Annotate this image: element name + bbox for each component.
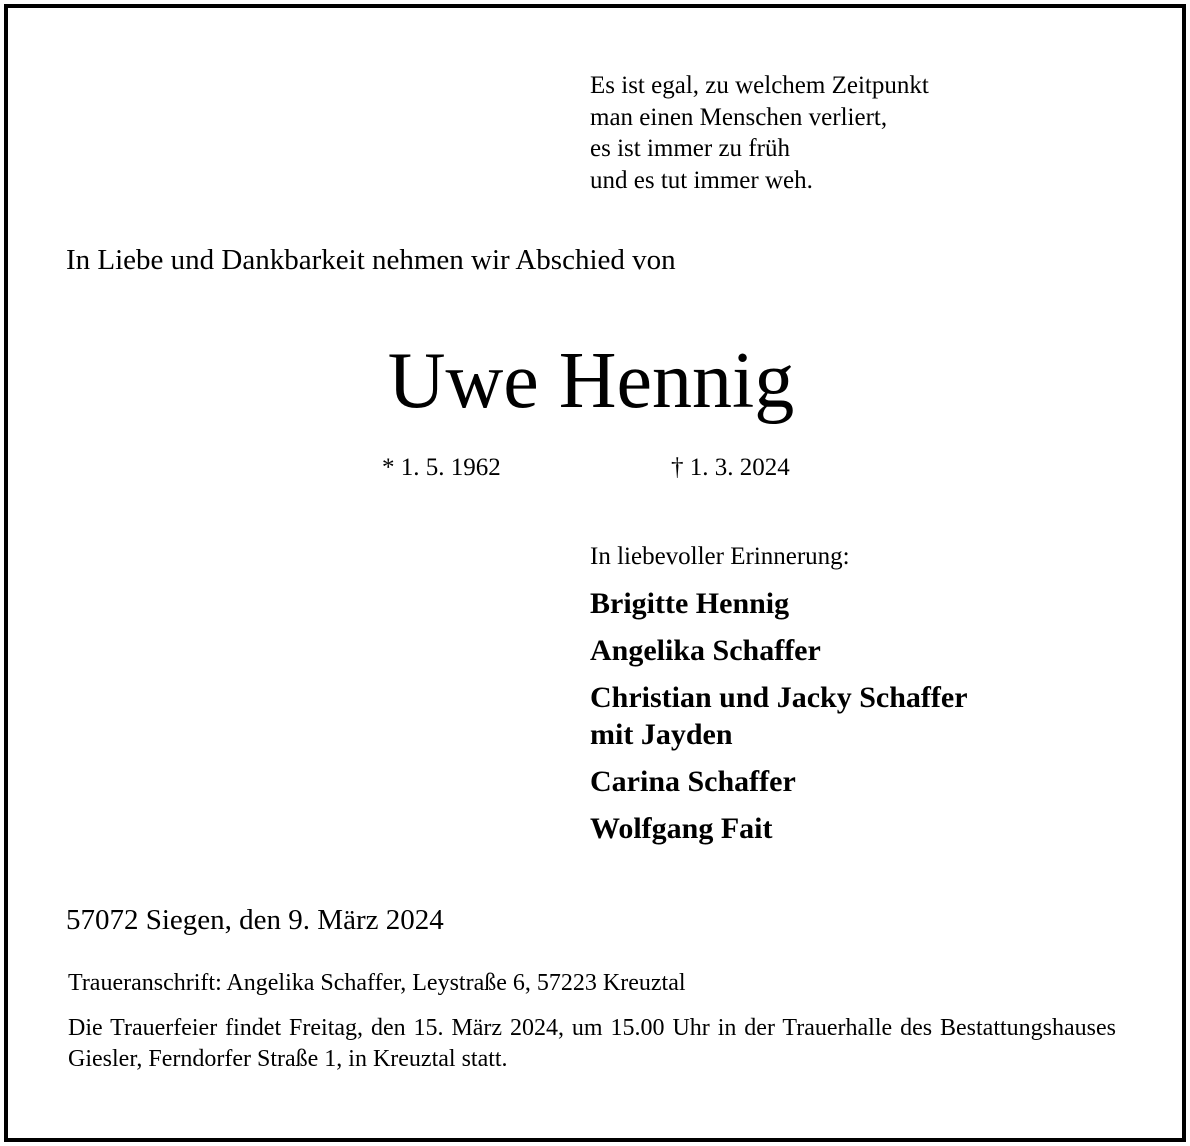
deceased-name: Uwe Hennig (387, 337, 795, 425)
mourner-name: Wolfgang Fait (590, 812, 773, 845)
mourner-group (590, 679, 968, 753)
mourner-name: Christian und Jacky Schaffer (590, 681, 968, 714)
mourner-name: Brigitte Hennig (590, 587, 790, 620)
mourners-list (590, 585, 968, 857)
mourner-subline: mit Jayden (590, 718, 733, 751)
quote-line: man einen Menschen verliert, (590, 103, 888, 131)
quote-line: Es ist egal, zu welchem Zeitpunkt (590, 72, 929, 99)
quote-line: und es tut immer weh. (590, 166, 813, 194)
intro-text: In Liebe und Dankbarkeit nehmen wir Abschied von (66, 244, 676, 276)
birth-date: * 1. 5. 1962 (382, 454, 501, 481)
death-date: † 1. 3. 2024 (671, 454, 790, 481)
mourner-name: Carina Schaffer (590, 765, 796, 798)
funeral-service-info: Die Trauerfeier findet Freitag, den 15. März 2024, um 15.00 Uhr in der Trauerhalle des Bestattungshauses Giesler, Ferndorfer Straße 1, in Kreuztal statt. (68, 1015, 1116, 1072)
quote-block (590, 70, 929, 196)
memory-label: In liebevoller Erinnerung: (590, 543, 850, 570)
mourner-name: Angelika Schaffer (590, 634, 821, 667)
place-date: 57072 Siegen, den 9. März 2024 (66, 904, 444, 936)
mourning-address: Traueranschrift: Angelika Schaffer, Leystraße 6, 57223 Kreuztal (68, 970, 686, 996)
quote-line: es ist immer zu früh (590, 135, 790, 162)
